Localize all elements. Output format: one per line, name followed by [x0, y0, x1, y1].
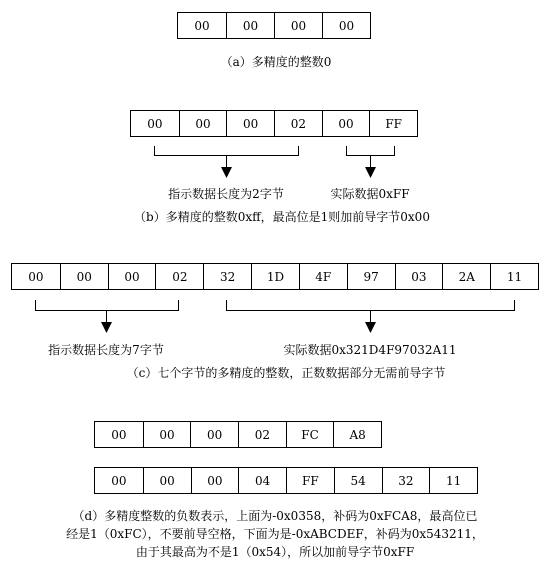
label-data-b: 实际数据0xFF	[330, 187, 410, 201]
byte-cell: 00	[191, 468, 239, 493]
byte-cell: 00	[322, 13, 370, 38]
byte-cell: 54	[334, 468, 382, 493]
byte-cell: 00	[274, 13, 322, 38]
caption-c: （c）七个字节的多精度的整数，正数数据部分无需前导字节	[126, 366, 446, 380]
byte-cell: 2A	[442, 264, 490, 289]
caption-d-line: （d）多精度整数的负数表示，上面为-0x0358，补码为0xFCA8，最高位已	[72, 509, 478, 523]
byte-cell: 00	[143, 422, 191, 447]
byte-cell: 00	[60, 264, 108, 289]
label-data-c: 实际数据0x321D4F97032A11	[283, 343, 457, 357]
byte-cell: 02	[155, 264, 203, 289]
caption-d-line: 经是1（0xFC），不要前导空格，下面为是-0xABCDEF，补码为0x543211，	[66, 527, 484, 541]
arrow-head-icon	[221, 167, 232, 178]
bracket-length-b	[155, 146, 299, 156]
bracket-length-c	[36, 300, 179, 311]
arrow-head-icon	[365, 167, 376, 178]
bracket-data-b	[347, 146, 395, 156]
byte-cell: FC	[286, 422, 334, 447]
caption-d-line: 由于其最高为不是1（0x54），所以加前导字节0xFF	[135, 545, 415, 559]
byte-cell: 4F	[299, 264, 347, 289]
byte-cell: 00	[143, 468, 191, 493]
byte-cell: 00	[147, 116, 163, 131]
byte-cell: 00	[179, 111, 227, 136]
arrow-head-icon	[365, 322, 376, 333]
byte-cell: 00	[190, 422, 238, 447]
byte-cell: A8	[333, 422, 381, 447]
byte-cell: FF	[286, 468, 334, 493]
byte-cell: FF	[369, 111, 417, 136]
byte-cell: 32	[382, 468, 430, 493]
label-length-b: 指示数据长度为2字节	[168, 187, 284, 201]
arrow-head-icon	[101, 322, 112, 333]
byte-cell: 04	[238, 468, 286, 493]
byte-cell: 32	[203, 264, 251, 289]
bracket-data-c	[227, 300, 515, 311]
byte-cell: 00	[322, 111, 370, 136]
byte-cell: 02	[274, 111, 322, 136]
caption-b: （b）多精度的整数0xff，最高位是1则加前导字节0x00	[134, 210, 430, 224]
byte-cell: 00	[111, 473, 127, 488]
byte-cell: 1D	[251, 264, 299, 289]
byte-cell: 00	[28, 269, 44, 284]
byte-cell: 02	[238, 422, 286, 447]
byte-cell: 00	[108, 264, 156, 289]
byte-cell: 00	[226, 13, 274, 38]
byte-cell: 00	[226, 111, 274, 136]
caption-a: （a）多精度的整数0	[220, 55, 332, 69]
byte-cell: 97	[347, 264, 395, 289]
byte-cell: 11	[429, 468, 477, 493]
label-length-c: 指示数据长度为7字节	[48, 343, 164, 357]
byte-cell: 00	[194, 18, 210, 33]
byte-cell: 11	[490, 264, 538, 289]
byte-cell: 03	[395, 264, 443, 289]
byte-cell: 00	[111, 427, 127, 442]
